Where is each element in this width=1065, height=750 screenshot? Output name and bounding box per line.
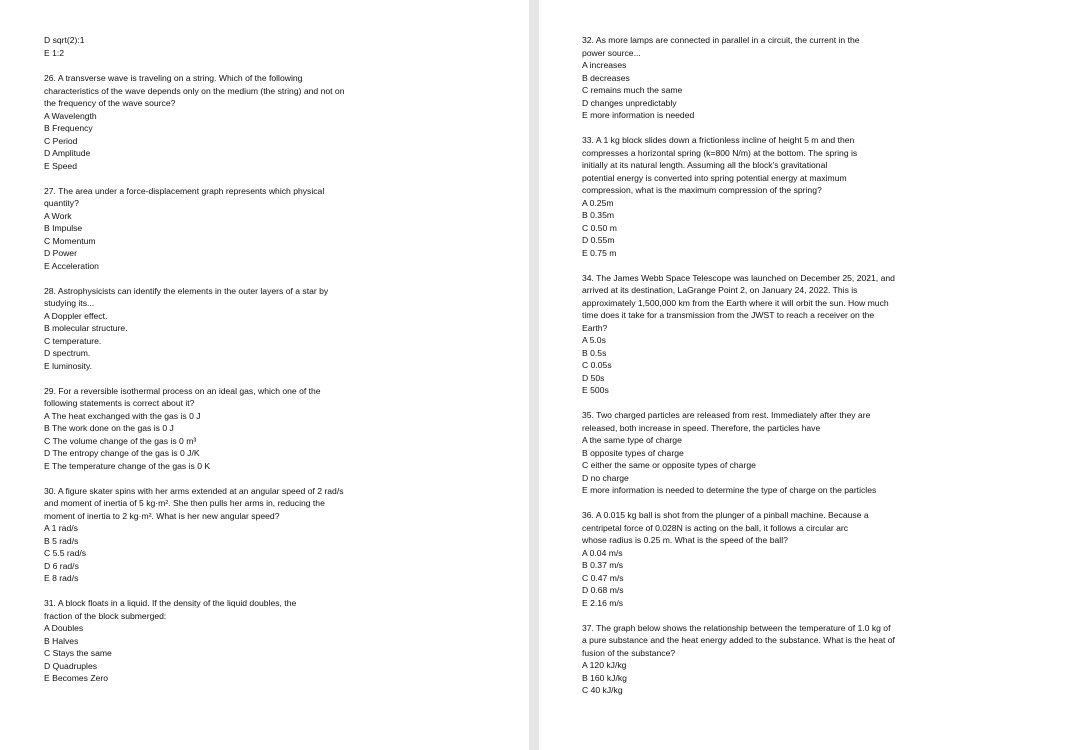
question-block bbox=[44, 72, 529, 172]
answer-option: C Momentum bbox=[44, 235, 96, 246]
question-block bbox=[582, 134, 1065, 259]
question-stem bbox=[44, 72, 394, 110]
answer-option: C 5.5 rad/s bbox=[44, 548, 87, 558]
answer-option: A 0.04 m/s bbox=[582, 547, 623, 558]
answer-option: E Acceleration bbox=[44, 260, 99, 271]
question-stem-line: arrived at its destination, LaGrange Point 2, on January 24, 2022. This is bbox=[582, 285, 858, 295]
answer-option: B opposite types of charge bbox=[582, 447, 684, 458]
answer-option: D no charge bbox=[582, 472, 629, 483]
question-stem-line: potential energy is converted into spring potential energy at maximum bbox=[582, 172, 847, 183]
question-stem bbox=[44, 285, 394, 310]
answer-option: E more information is needed to determine the type of charge on the particles bbox=[582, 485, 877, 495]
question-stem-line: time does it take for a transmission from the JWST to reach a receiver on the bbox=[582, 310, 875, 320]
question-stem bbox=[44, 597, 394, 622]
answer-option: C remains much the same bbox=[582, 85, 683, 95]
question-stem-line: 37. The graph below shows the relationship between the temperature of 1.0 kg of bbox=[582, 622, 891, 633]
answer-option: D sqrt(2):1 bbox=[44, 35, 85, 45]
question-stem bbox=[44, 185, 394, 210]
question-stem-line: a pure substance and the heat energy added to the substance. What is the heat of bbox=[582, 635, 895, 645]
question-list-right bbox=[582, 34, 1065, 697]
question-stem-line: and moment of inertia of 5 kg·m². She then pulls her arms in, reducing the bbox=[44, 498, 325, 508]
question-block bbox=[44, 385, 529, 473]
answer-option: A 5.0s bbox=[582, 335, 606, 345]
question-stem bbox=[582, 622, 942, 660]
question-stem-line: 31. A block floats in a liquid. If the density of the liquid doubles, the bbox=[44, 598, 297, 608]
question-stem-line: 30. A figure skater spins with her arms extended at an angular speed of 2 rad/s bbox=[44, 485, 344, 496]
question-stem-line: characteristics of the wave depends only on the medium (the string) and not on bbox=[44, 85, 345, 96]
question-stem bbox=[582, 509, 942, 547]
answer-option: B 160 kJ/kg bbox=[582, 672, 627, 683]
question-list-left bbox=[44, 72, 529, 685]
question-stem-line: 33. A 1 kg block slides down a frictionless incline of height 5 m and then bbox=[582, 135, 855, 145]
answer-option: B 0.37 m/s bbox=[582, 560, 624, 570]
answer-option: C Period bbox=[44, 135, 78, 146]
question-stem-line: 27. The area under a force-displacement graph represents which physical bbox=[44, 185, 325, 196]
answer-option: A Doppler effect. bbox=[44, 310, 108, 321]
page-left bbox=[0, 0, 529, 750]
answer-option: C The volume change of the gas is 0 m³ bbox=[44, 435, 197, 446]
question-stem bbox=[44, 385, 394, 410]
question-stem-line: Earth? bbox=[582, 322, 608, 333]
answer-option: A 0.25m bbox=[582, 197, 614, 208]
question-stem-line: centripetal force of 0.028N is acting on the ball, it follows a circular arc bbox=[582, 522, 849, 533]
answer-option: E 500s bbox=[582, 385, 609, 395]
answer-option: C temperature. bbox=[44, 335, 102, 346]
question-block bbox=[582, 622, 1065, 697]
question-stem bbox=[582, 34, 942, 59]
answer-option: C 0.05s bbox=[582, 360, 612, 370]
question-stem-line: compression, what is the maximum compression of the spring? bbox=[582, 185, 822, 195]
question-block bbox=[582, 272, 1065, 397]
question-stem bbox=[44, 485, 394, 523]
question-stem-line: released, both increase in speed. Therefore, the particles have bbox=[582, 422, 821, 433]
answer-option: C either the same or opposite types of charge bbox=[582, 460, 756, 470]
answer-option: D The entropy change of the gas is 0 J/K bbox=[44, 448, 200, 458]
answer-option: E The temperature change of the gas is 0 K bbox=[44, 460, 211, 471]
answer-option: C 40 kJ/kg bbox=[582, 685, 623, 695]
answer-option: D Power bbox=[44, 248, 77, 258]
page-right bbox=[539, 0, 1065, 750]
question-stem-line: fraction of the block submerged: bbox=[44, 610, 167, 621]
answer-option: A Doubles bbox=[44, 623, 84, 633]
question-stem-line: fusion of the substance? bbox=[582, 647, 676, 658]
question-block bbox=[44, 185, 529, 273]
question-stem-line: compresses a horizontal spring (k=800 N/m) at the bottom. The spring is bbox=[582, 147, 858, 158]
question-stem-line: 36. A 0.015 kg ball is shot from the plunger of a pinball machine. Because a bbox=[582, 510, 869, 520]
answer-option: B 0.35m bbox=[582, 210, 615, 220]
question-stem-line: power source... bbox=[582, 47, 641, 58]
question-block bbox=[44, 597, 529, 685]
answer-option: A Work bbox=[44, 210, 72, 221]
question-block bbox=[44, 285, 529, 373]
question-stem-line: quantity? bbox=[44, 198, 79, 208]
answer-option: E 1:2 bbox=[44, 47, 65, 58]
question-stem-line: 29. For a reversible isothermal process on an ideal gas, which one of the bbox=[44, 385, 321, 396]
answer-option: C Stays the same bbox=[44, 648, 112, 658]
answer-option: E 8 rad/s bbox=[44, 573, 79, 583]
question-block bbox=[582, 409, 1065, 497]
question-stem-line: 32. As more lamps are connected in parallel in a circuit, the current in the bbox=[582, 35, 860, 45]
answer-option: B decreases bbox=[582, 72, 630, 83]
question-stem-line: 26. A transverse wave is traveling on a string. Which of the following bbox=[44, 73, 303, 83]
answer-option: D Amplitude bbox=[44, 148, 91, 158]
answer-option: B 0.5s bbox=[582, 347, 607, 358]
question-stem-line: moment of inertia to 2 kg·m². What is her new angular speed? bbox=[44, 510, 280, 521]
answer-option: B The work done on the gas is 0 J bbox=[44, 423, 174, 433]
question-stem-line: approximately 1,500,000 km from the Earth where it will orbit the sun. How much bbox=[582, 297, 889, 308]
question-block bbox=[582, 34, 1065, 122]
answer-option: A increases bbox=[582, 60, 627, 70]
answer-option: A the same type of charge bbox=[582, 435, 682, 445]
answer-option: D 0.68 m/s bbox=[582, 585, 624, 595]
answer-option: B Frequency bbox=[44, 123, 93, 133]
answer-option: B Halves bbox=[44, 635, 79, 646]
answer-option: A 1 rad/s bbox=[44, 523, 78, 533]
answer-option: E 0.75 m bbox=[582, 247, 617, 258]
question-stem bbox=[582, 409, 942, 434]
question-stem-line: 35. Two charged particles are released from rest. Immediately after they are bbox=[582, 410, 871, 420]
question-stem bbox=[582, 134, 942, 197]
answer-option: A The heat exchanged with the gas is 0 J bbox=[44, 410, 201, 421]
answer-option: E luminosity. bbox=[44, 360, 93, 371]
answer-option: E 2.16 m/s bbox=[582, 597, 624, 608]
question-stem-line: studying its... bbox=[44, 298, 95, 308]
answer-option: D spectrum. bbox=[44, 348, 91, 358]
question-stem-line: whose radius is 0.25 m. What is the speed of the ball? bbox=[582, 535, 788, 545]
answer-option: A 120 kJ/kg bbox=[582, 660, 627, 670]
question-stem-line: following statements is correct about it? bbox=[44, 398, 195, 408]
question-block bbox=[582, 509, 1065, 609]
question-block bbox=[44, 485, 529, 585]
question-stem-line: 34. The James Webb Space Telescope was launched on December 25, 2021, and bbox=[582, 272, 895, 283]
answer-option: B 5 rad/s bbox=[44, 535, 79, 546]
answer-option: D 6 rad/s bbox=[44, 560, 79, 571]
continued-options bbox=[44, 34, 529, 59]
answer-option: E Becomes Zero bbox=[44, 673, 108, 683]
answer-option: E Speed bbox=[44, 160, 77, 171]
question-stem-line: initially at its natural length. Assuming all the block's gravitational bbox=[582, 160, 828, 170]
answer-option: E more information is needed bbox=[582, 110, 695, 120]
answer-option: B Impulse bbox=[44, 223, 83, 233]
answer-option: D 0.55m bbox=[582, 235, 615, 245]
answer-option: B molecular structure. bbox=[44, 323, 128, 333]
answer-option: D 50s bbox=[582, 372, 605, 383]
answer-option: D changes unpredictably bbox=[582, 97, 677, 108]
answer-option: C 0.50 m bbox=[582, 222, 617, 233]
question-stem-line: 28. Astrophysicists can identify the elements in the outer layers of a star by bbox=[44, 285, 329, 296]
answer-option: D Quadruples bbox=[44, 660, 98, 671]
answer-option: A Wavelength bbox=[44, 110, 97, 121]
question-stem-line: the frequency of the wave source? bbox=[44, 98, 176, 108]
answer-option: C 0.47 m/s bbox=[582, 572, 624, 583]
question-stem bbox=[582, 272, 942, 335]
